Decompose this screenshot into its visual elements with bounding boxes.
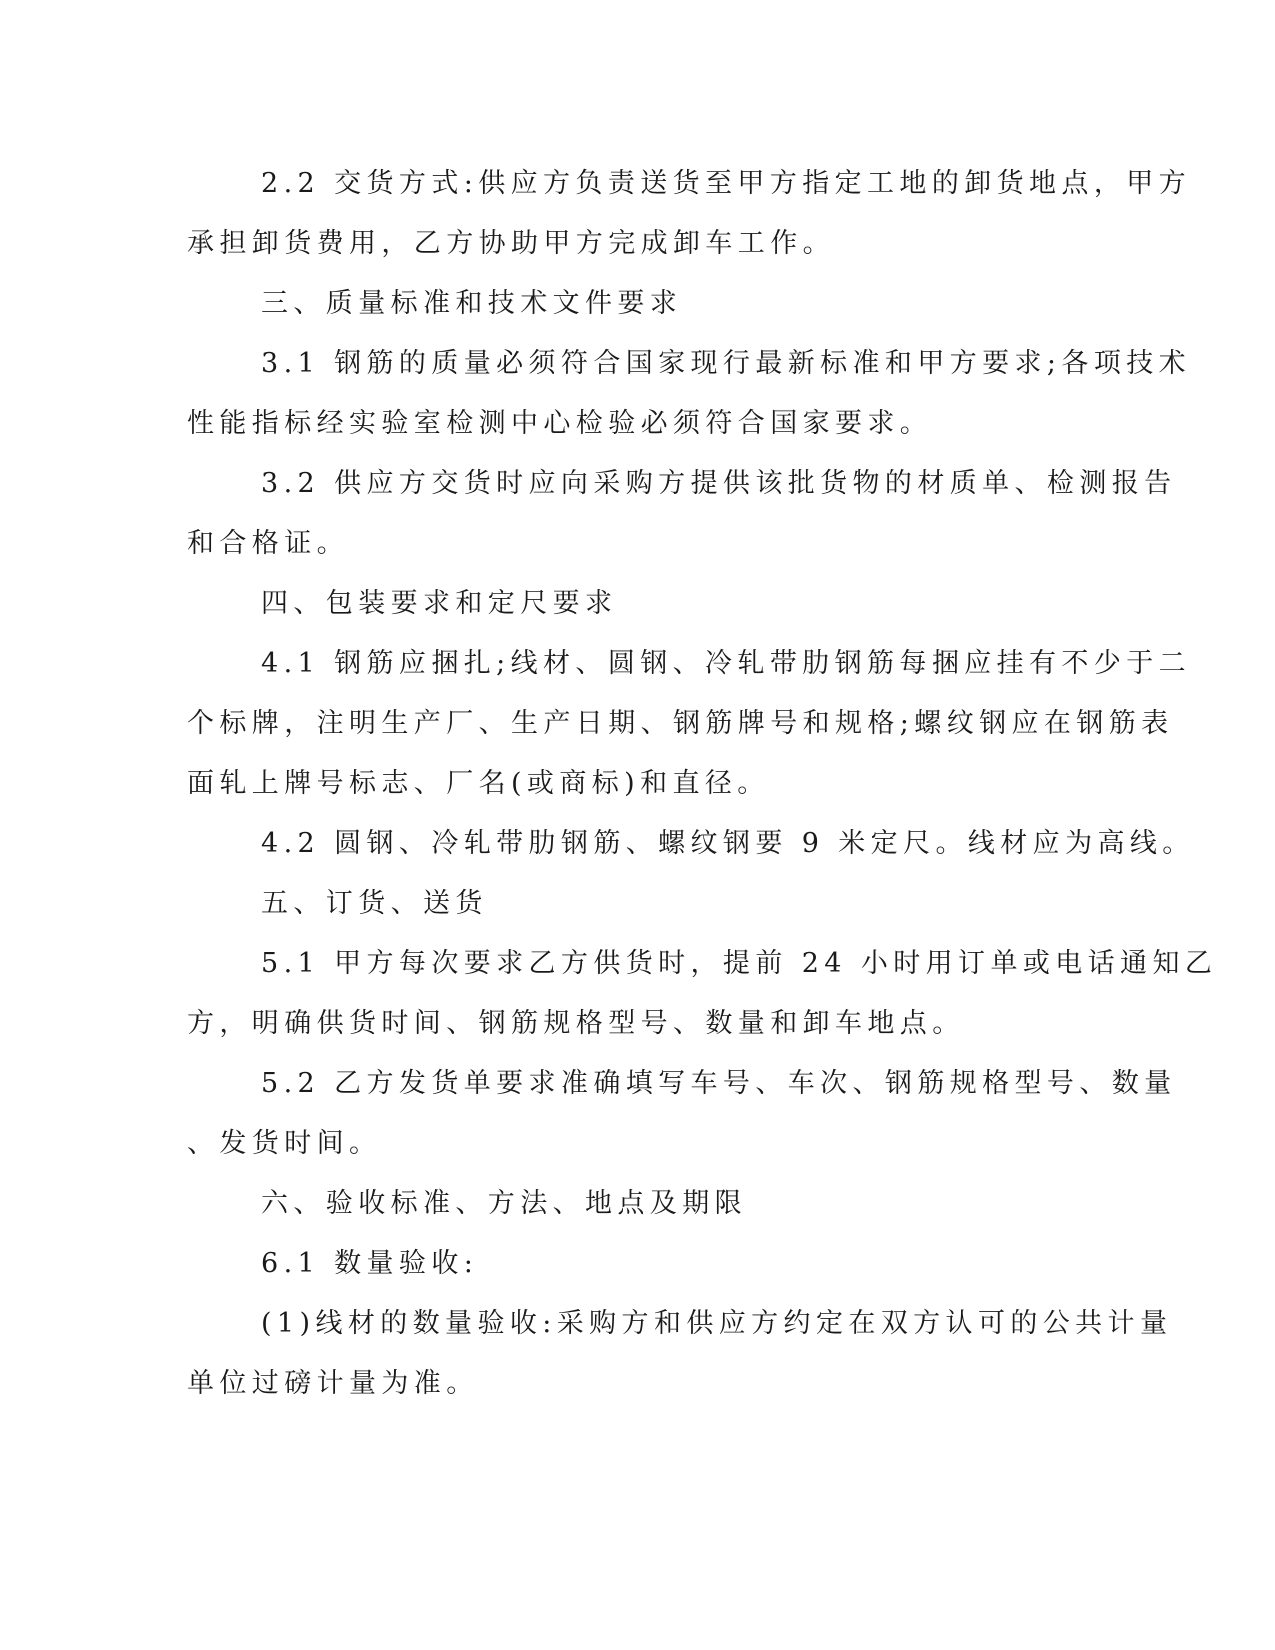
text-line-5-1: 5.1 甲方每次要求乙方供货时，提前 24 小时用订单或电话通知乙 — [261, 948, 1218, 979]
text-line-6-1-1: (1)线材的数量验收:采购方和供应方约定在双方认可的公共计量 — [261, 1308, 1173, 1339]
text-line-6-1-1-cont: 单位过磅计量为准。 — [187, 1368, 479, 1399]
text-line-4-1: 4.1 钢筋应捆扎;线材、圆钢、冷轧带肋钢筋每捆应挂有不少于二 — [261, 648, 1192, 679]
section-heading-6: 六、验收标准、方法、地点及期限 — [261, 1188, 747, 1219]
text-line-4-2: 4.2 圆钢、冷轧带肋钢筋、螺纹钢要 9 米定尺。线材应为高线。 — [261, 828, 1195, 859]
text-line-2-2-cont: 承担卸货费用，乙方协助甲方完成卸车工作。 — [187, 228, 835, 259]
text-line-5-2: 5.2 乙方发货单要求准确填写车号、车次、钢筋规格型号、数量 — [261, 1068, 1177, 1099]
text-line-3-2-cont: 和合格证。 — [187, 528, 349, 559]
text-line-5-2-cont: 、发货时间。 — [187, 1128, 382, 1159]
section-heading-4: 四、包装要求和定尺要求 — [261, 588, 618, 619]
text-line-4-1-cont-1: 个标牌，注明生产厂、生产日期、钢筋牌号和规格;螺纹钢应在钢筋表 — [187, 708, 1174, 739]
text-line-2-2-delivery: 2.2 交货方式:供应方负责送货至甲方指定工地的卸货地点，甲方 — [261, 168, 1192, 199]
text-line-6-1: 6.1 数量验收: — [261, 1248, 479, 1279]
text-line-3-1-cont: 性能指标经实验室检测中心检验必须符合国家要求。 — [187, 408, 933, 439]
section-heading-3: 三、质量标准和技术文件要求 — [261, 288, 683, 319]
text-line-3-1: 3.1 钢筋的质量必须符合国家现行最新标准和甲方要求;各项技术 — [261, 348, 1192, 379]
text-line-4-1-cont-2: 面轧上牌号标志、厂名(或商标)和直径。 — [187, 768, 770, 799]
section-heading-5: 五、订货、送货 — [261, 888, 488, 919]
text-line-3-2: 3.2 供应方交货时应向采购方提供该批货物的材质单、检测报告 — [261, 468, 1177, 499]
document-body — [187, 154, 1218, 1414]
text-line-5-1-cont: 方，明确供货时间、钢筋规格型号、数量和卸车地点。 — [187, 1008, 965, 1039]
